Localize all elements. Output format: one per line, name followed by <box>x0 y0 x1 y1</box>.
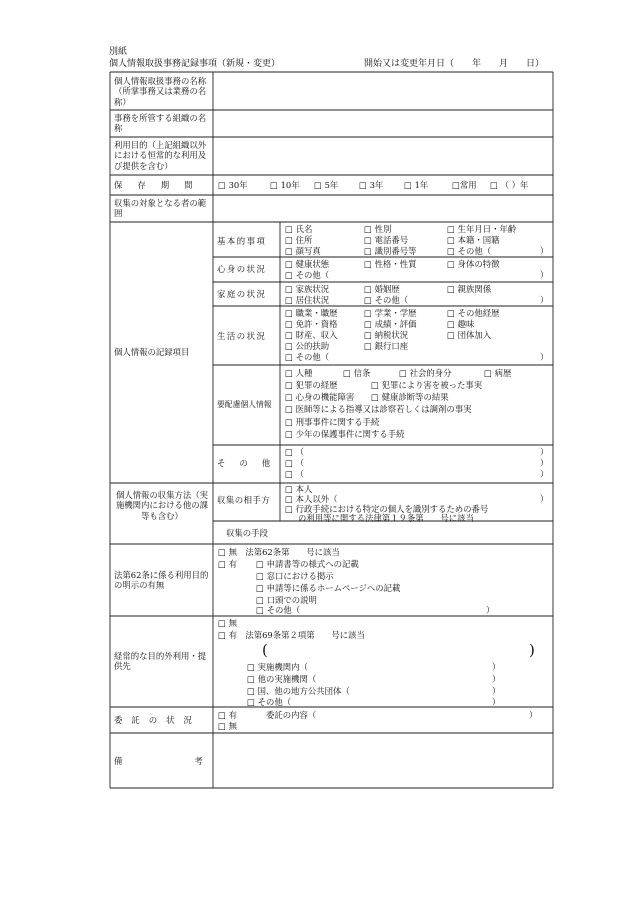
retention-option[interactable]: □ 5年 <box>314 180 338 190</box>
other-item[interactable]: □ （ <box>285 447 304 457</box>
sensitive-item[interactable]: □ 犯罪により害を被った事実 <box>371 380 482 390</box>
retention-option[interactable]: □ 1年 <box>404 180 428 190</box>
attachment-label: 別紙 <box>109 47 128 57</box>
external-item[interactable]: □ その他（ <box>247 697 291 707</box>
family-item[interactable]: □ 居住状況 <box>285 295 329 305</box>
close-paren: ） <box>540 270 549 280</box>
collection-source-item[interactable]: □ 本人以外（ <box>285 494 337 504</box>
basic-item[interactable]: □ その他（ <box>447 246 491 256</box>
close-paren: ） <box>540 458 549 468</box>
close-paren: ） <box>529 710 538 720</box>
family-item[interactable]: □ 婚姻歴 <box>364 284 400 294</box>
close-paren: ） <box>492 697 501 707</box>
sensitive-item[interactable]: □ 少年の保護事件に関する手続 <box>285 429 404 439</box>
mind-body-item[interactable]: □ 身体の特徴 <box>447 259 499 269</box>
life-category-label: 生活の状況 <box>217 331 267 341</box>
retention-label: 保存期間 <box>114 180 208 190</box>
retention-option[interactable]: □ 3年 <box>359 180 383 190</box>
sensitive-item[interactable]: □ 刑事事件に関する手続 <box>285 417 379 427</box>
collection-source-label: 収集の相手方 <box>217 495 271 505</box>
other-category-label: その他 <box>217 458 285 468</box>
sensitive-item[interactable]: □ 人種 <box>285 368 312 378</box>
disclosure-yes-option[interactable]: □ 有 <box>218 559 237 569</box>
family-item[interactable]: □ その他（ <box>364 295 408 305</box>
disclosure-item[interactable]: □ 口頭での説明 <box>256 595 317 605</box>
org-name-label: 事務を所管する組織の名称 <box>114 113 207 134</box>
external-yes-option[interactable]: □ 有 法第69条第２項第 号に該当 <box>218 630 365 640</box>
disclosure-none-option[interactable]: □ 無 法第62条第 号に該当 <box>218 547 340 557</box>
delegation-none-option[interactable]: □ 無 <box>218 721 237 731</box>
life-item[interactable]: □ 銀行口座 <box>364 341 408 351</box>
other-item[interactable]: □ （ <box>285 469 304 479</box>
open-bracket: ( <box>262 641 268 659</box>
mind-body-item[interactable]: □ 健康状態 <box>285 259 329 269</box>
external-use-label: 経常的な目的外利用・提供先 <box>114 651 207 672</box>
life-item[interactable]: □ 納税状況 <box>364 330 408 340</box>
sensitive-item[interactable]: □ 病歴 <box>484 368 511 378</box>
close-paren: ） <box>492 686 501 696</box>
sensitive-item[interactable]: □ 社会的身分 <box>399 368 451 378</box>
purpose-label: 利用目的（上記組織以外における恒常的な利用及び提供を含む） <box>114 140 207 171</box>
collection-source-note: の利用等に関する法律第１９条第 号に該当 <box>298 513 474 523</box>
collection-means-label: 収集の手段 <box>226 528 268 538</box>
sensitive-item[interactable]: □ 信条 <box>343 368 370 378</box>
close-paren: ） <box>540 469 549 479</box>
basic-item[interactable]: □ 識別番号等 <box>364 246 416 256</box>
life-item[interactable]: □ 団体加入 <box>447 330 491 340</box>
record-items-label: 個人情報の記録項目 <box>114 347 190 357</box>
basic-item[interactable]: □ 住所 <box>285 235 312 245</box>
close-paren: ） <box>540 295 549 305</box>
delegation-content-label: 委託の内容（ <box>266 710 317 720</box>
start-date-label: 開始又は変更年月日（ 年 月 日） <box>364 59 545 69</box>
close-paren: ） <box>540 447 549 457</box>
other-item[interactable]: □ （ <box>285 458 304 468</box>
basic-item[interactable]: □ 本籍・国籍 <box>447 235 499 245</box>
disclosure-item[interactable]: □ 申請等に係るホームページへの記載 <box>256 583 400 593</box>
form-title: 個人情報取扱事務記録事項（新規・変更） <box>109 59 281 69</box>
close-paren: ） <box>492 674 501 684</box>
life-item[interactable]: □ 公的扶助 <box>285 341 329 351</box>
basic-item[interactable]: □ 生年月日・年齢 <box>447 224 516 234</box>
sensitive-item[interactable]: □ 医師等による指導又は診察若しくは調剤の事実 <box>285 404 471 414</box>
close-paren: ） <box>540 352 549 362</box>
retention-option[interactable]: □ 10年 <box>270 180 300 190</box>
disclosure-item[interactable]: □ 申請書等の様式への記載 <box>256 559 359 569</box>
close-paren: ） <box>492 662 501 672</box>
retention-option[interactable]: □ 常用 <box>452 180 477 190</box>
life-item[interactable]: □ 学業・学歴 <box>364 308 416 318</box>
delegation-label: 委託の状況 <box>114 715 201 725</box>
life-item[interactable]: □ 成績・評価 <box>364 319 416 329</box>
mind-body-item[interactable]: □ 性格・性質 <box>364 259 416 269</box>
family-category-label: 家庭の状況 <box>217 289 267 299</box>
close-bracket: ) <box>529 641 535 659</box>
family-item[interactable]: □ 家族状況 <box>285 284 329 294</box>
office-name-label: 個人情報取扱事務の名称（所掌事務又は業務の名称） <box>114 76 207 107</box>
sensitive-category-label: 要配慮個人情報 <box>217 400 272 409</box>
external-none-option[interactable]: □ 無 <box>218 618 237 628</box>
collection-method-label: 個人情報の収集方法（実施機関内における他の課等も含む） <box>115 490 209 521</box>
retention-option[interactable]: □ 30年 <box>218 180 248 190</box>
close-paren: ） <box>540 494 549 504</box>
close-paren: ） <box>540 246 549 256</box>
basic-category-label: 基本的事項 <box>217 236 267 246</box>
external-item[interactable]: □ 実施機関内（ <box>247 662 308 672</box>
basic-item[interactable]: □ 電話番号 <box>364 235 408 245</box>
life-item[interactable]: □ 趣味 <box>447 319 474 329</box>
scope-label: 収集の対象となる者の範囲 <box>114 198 207 219</box>
basic-item[interactable]: □ 氏名 <box>285 224 312 234</box>
collection-source-item[interactable]: □ 行政手続における特定の個人を識別するための番号 <box>285 504 488 514</box>
life-item[interactable]: □ 免許・資格 <box>285 319 337 329</box>
sensitive-item[interactable]: □ 心身の機能障害 <box>285 392 354 402</box>
basic-item[interactable]: □ 顔写真 <box>285 246 321 256</box>
disclosure-label: 法第62条に係る利用目的の明示の有無 <box>114 570 209 591</box>
sensitive-item[interactable]: □ 健康診断等の結果 <box>371 392 449 402</box>
basic-item[interactable]: □ 性別 <box>364 224 391 234</box>
disclosure-item[interactable]: □ その他（ <box>256 605 300 615</box>
remarks-label: 備考 <box>114 756 275 766</box>
life-item[interactable]: □ その他（ <box>285 352 329 362</box>
sensitive-item[interactable]: □ 犯罪の経歴 <box>285 380 337 390</box>
mind-body-item[interactable]: □ その他（ <box>285 270 329 280</box>
collection-source-item[interactable]: □ 本人 <box>285 484 312 494</box>
life-item[interactable]: □ その他経歴 <box>447 308 499 318</box>
disclosure-item[interactable]: □ 窓口における掲示 <box>256 571 334 581</box>
external-item[interactable]: □ 国、他の地方公共団体（ <box>247 686 350 696</box>
external-item[interactable]: □ 他の実施機関（ <box>247 674 316 684</box>
mind-body-category-label: 心身の状況 <box>217 264 267 274</box>
delegation-yes-option[interactable]: □ 有 <box>218 710 237 720</box>
close-paren: ） <box>486 605 495 615</box>
life-item[interactable]: □ 職業・職歴 <box>285 308 337 318</box>
life-item[interactable]: □ 財産、収入 <box>285 330 337 340</box>
retention-option[interactable]: □ （ ）年 <box>490 180 528 190</box>
family-item[interactable]: □ 親族関係 <box>447 284 491 294</box>
